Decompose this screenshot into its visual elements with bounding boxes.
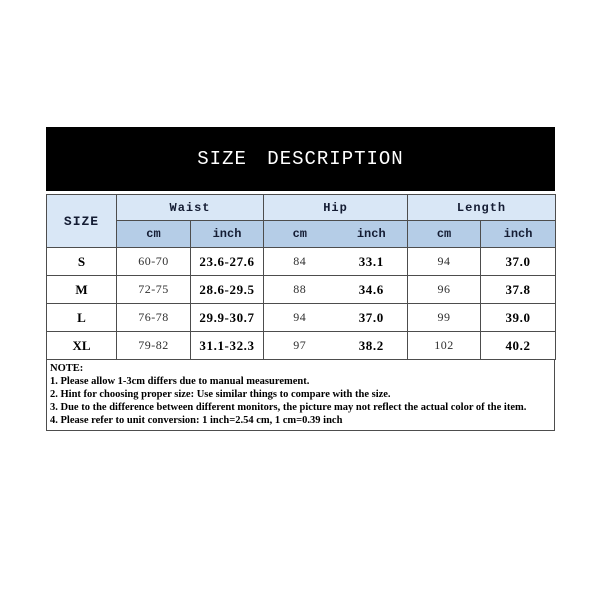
cell-hip-cm: 84 [264,248,336,276]
cell-size: M [47,276,117,304]
cell-waist-cm: 60-70 [117,248,191,276]
note-label: NOTE: [50,363,84,374]
cell-size: S [47,248,117,276]
table-row-xl [47,332,556,360]
table-row-s [47,248,556,276]
cell-waist-cm: 76-78 [117,304,191,332]
cell-hip-inch: 34.6 [336,276,408,304]
header-size: SIZE [47,195,117,248]
cell-size: XL [47,332,117,360]
cell-hip-cm: 88 [264,276,336,304]
header-row-groups [47,195,556,221]
cell-waist-inch: 23.6-27.6 [191,248,264,276]
cell-waist-cm: 79-82 [117,332,191,360]
cell-length-cm: 99 [408,304,481,332]
cell-length-cm: 94 [408,248,481,276]
cell-hip-inch: 33.1 [336,248,408,276]
table-row-l [47,304,556,332]
cell-length-inch: 37.0 [481,248,556,276]
banner [46,127,555,191]
note-box [46,360,555,431]
cell-waist-inch: 29.9-30.7 [191,304,264,332]
cell-waist-inch: 28.6-29.5 [191,276,264,304]
cell-length-inch: 39.0 [481,304,556,332]
cell-length-inch: 37.8 [481,276,556,304]
note-line-1: 1. Please allow 1-3cm differs due to manual measurement. [50,376,310,387]
header-hip-inch: inch [336,221,408,248]
header-length-inch: inch [481,221,556,248]
cell-size: L [47,304,117,332]
header-row-units [47,221,556,248]
cell-length-cm: 102 [408,332,481,360]
table-row-m [47,276,556,304]
header-waist-cm: cm [117,221,191,248]
size-chart-sheet [46,127,555,431]
cell-length-inch: 40.2 [481,332,556,360]
size-table [46,194,556,360]
header-waist: Waist [117,195,264,221]
note-line-2: 2. Hint for choosing proper size: Use similar things to compare with the size. [50,389,391,400]
header-waist-inch: inch [191,221,264,248]
page-title: SIZE DESCRIPTION [197,148,404,170]
header-length: Length [408,195,556,221]
header-hip: Hip [264,195,408,221]
header-length-cm: cm [408,221,481,248]
cell-waist-inch: 31.1-32.3 [191,332,264,360]
cell-waist-cm: 72-75 [117,276,191,304]
cell-hip-cm: 94 [264,304,336,332]
cell-hip-cm: 97 [264,332,336,360]
cell-hip-inch: 37.0 [336,304,408,332]
note-line-4: 4. Please refer to unit conversion: 1 inch=2.54 cm, 1 cm=0.39 inch [50,415,343,426]
cell-hip-inch: 38.2 [336,332,408,360]
header-hip-cm: cm [264,221,336,248]
note-line-3: 3. Due to the difference between different monitors, the picture may not reflect the actual color of the item. [50,402,527,413]
cell-length-cm: 96 [408,276,481,304]
